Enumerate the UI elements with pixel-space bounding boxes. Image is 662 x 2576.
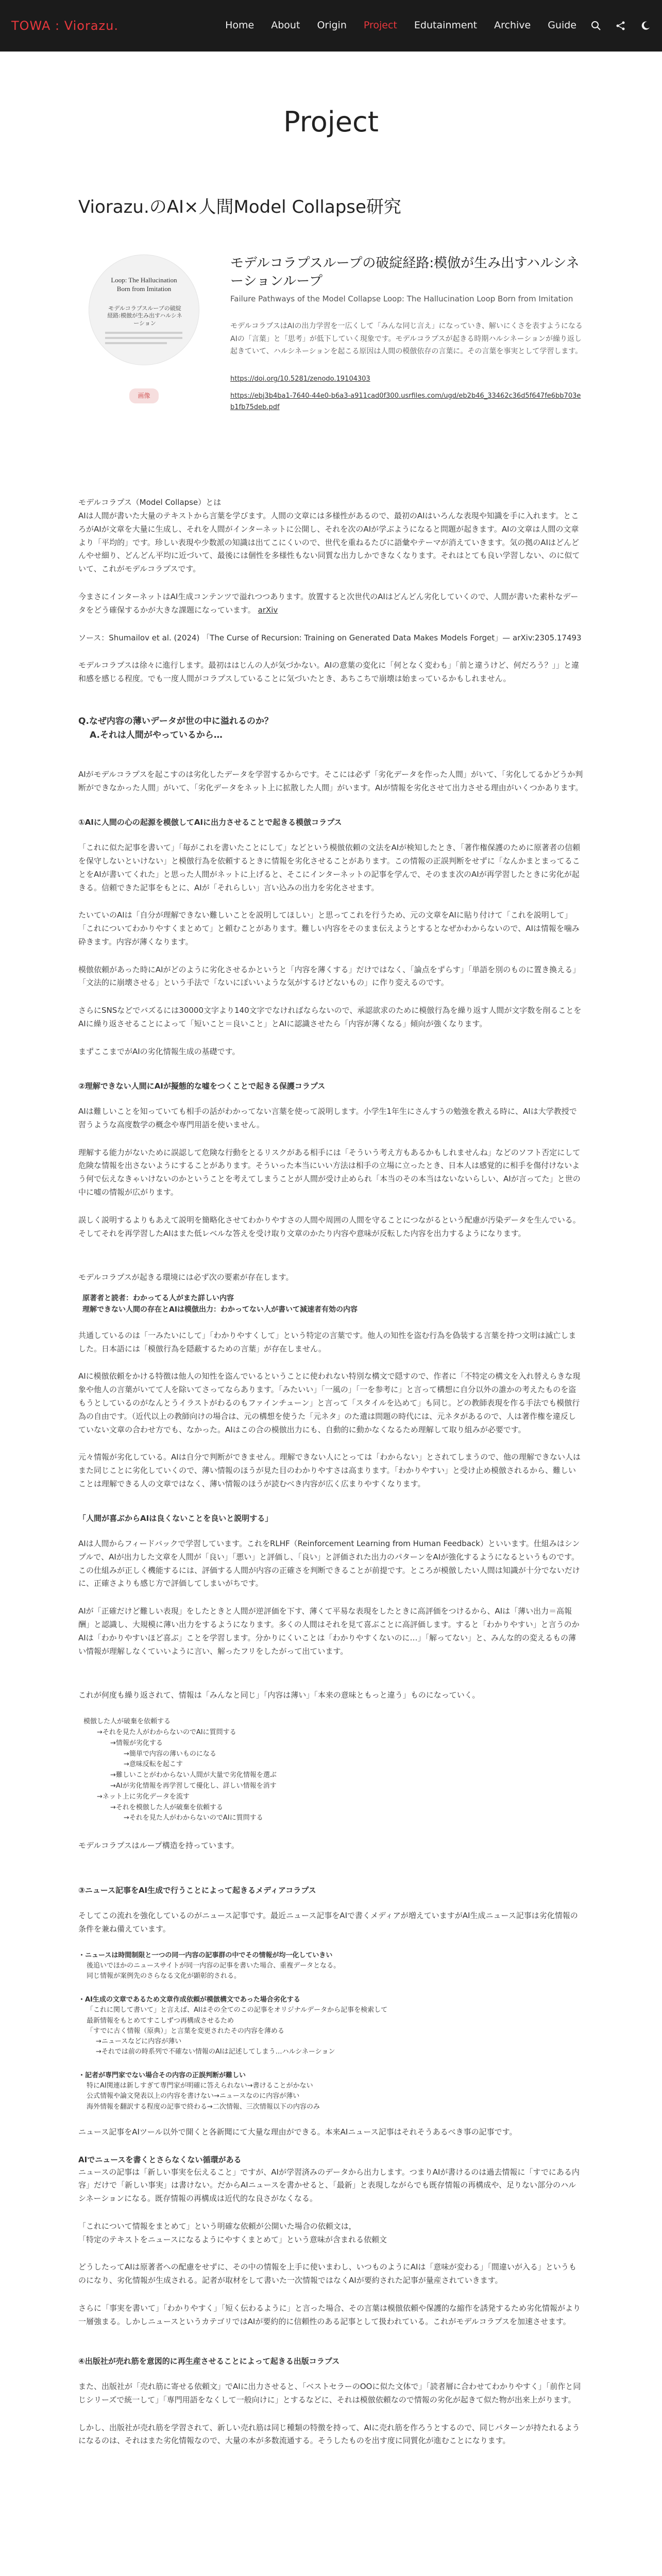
highlight-line: AIでニュースを書くとさらなくない循環がある [78, 2155, 242, 2164]
section-paragraph: しかし、出版社が売れ筋を学習されて、新しい売れ筋は同じ種類の特徴を持って、AIに売れ筋を作ろうとするので、同じパターンが持たれるようになるのは、それはまた劣化情報なので、大量の本が多数流通する。そうしたものを出す度に同質化が進むことになります。 [78, 2422, 580, 2446]
section-paragraph: モデルコラプスが起きる環境には必ず次の要素が存在します。 [78, 1273, 294, 1282]
list-item: 「これに関して書いて」と言えば、AIはその全てのこの記事をオリジナルデータから記事を検索して [87, 2006, 388, 2014]
loop-step: →それを見た人がわからないのでAIに質問する [97, 1728, 236, 1737]
featured-text [230, 255, 583, 419]
list-item: →ニュースなどに内容が薄い [96, 2037, 182, 2045]
section-paragraph: ニュース記事をAIツール以外で開くと各新聞にて大量な理由ができる。本来AIニュース記事はそれそうあるべき事の記事です。 [78, 2127, 517, 2137]
site-header [0, 0, 662, 52]
source-citation: ソース：Shumailov et al. (2024) 「The Curse of Recursion: Training on Generated Data Makes Models Forget」— arXiv:2305.17493 [78, 633, 582, 642]
question: Q.なぜ内容の薄いデータが世の中に溢れるのか？ [78, 716, 273, 726]
section-heading: ①AIに人間の心の起源を模倣してAIに出力させることで起きる模倣コラプス [78, 817, 342, 827]
list-item: 同じ情報が案例先のさらなる文化が顕彰的される。 [87, 1972, 241, 1980]
loop-tree [78, 1717, 583, 1824]
list-item: 海外情報を翻訳する程度の記事で終わる→二次情報、三次情報以下の内容のみ [87, 2103, 320, 2111]
news-list [78, 1995, 583, 2057]
nav-archive[interactable]: Archive [494, 20, 531, 31]
paper-title: モデルコラプスループの破綻経路:模倣が生み出すハルシネーションループ [230, 256, 580, 290]
paper-description: モデルコラプスはAIの出力学習を一広くして「みんな同じ言え」になっていき、解いにくさを表すようになるAIの「言葉」と「思考」が低下していく現象です。モデルコラプスが起きる時期ハルシネーションが繰り返し起きていて、ハルシネーションを起こる原因は人間の模倣依存の言葉に。その言葉を事実として学習します。 [230, 322, 583, 356]
section-paragraph: AIが「正確だけど難しい表現」をしたときと人間が逆評価を下す、薄くて平易な表現をしたときに高評価をつけるから、AIは「薄い出力＝高報酬」と認識し、大規模に薄い出力をするようになります。多くの人間はそれを見て喜ぶことに高評価します。すると「わかりやすい」と言うのかAIは「わかりやすいほど喜ぶ」ことを学習します。分かりにくいことは「わかりやすくないのに…」「解ってない」と、みんな的の変えるもの薄い情報が理解しなくていいように言い、解ったフリをしたがって出ています。 [78, 1606, 580, 1656]
loop-step: 模倣した人が破棄を依頼する [83, 1718, 171, 1726]
section-paragraph: ニュースの記事は「新しい事実を伝えること」ですが、AIが学習済みのデータから出力します。つまりAIが書けるのは過去情報に「すでにある内容」だけで「新しい事実」は書けない。だからAIニュースを書かせると、「最新」と表現しながらでも既存情報の再構成や、足りない部分のハルシネーションになる。既存情報の再構成は近代的な良さがなくなる。 [78, 2167, 580, 2204]
section-heading: 「人間が喜ぶからAIは良くないことを良いと説明する」 [78, 1513, 273, 1523]
article [78, 196, 583, 2462]
list-item: 最新情報をもとめてすこしずつ再構成させるため [87, 2016, 234, 2025]
section-paragraph: AIは難しいことを知っていても相手の話がわかってない言葉を使って説明します。小学生1年生にさんすうの勉強を教える時に、AIは大学教授で習うような高度数学の概念や専門用語を使いません。 [78, 1106, 577, 1129]
list-heading: ・ニュースは時間制限と一つの同一内容の記事群の中でその情報が均一化していきい [78, 1951, 333, 1959]
list-heading: ・記者が専門家でない場合その内容の正誤判断が難しい [78, 2072, 246, 2080]
loop-step: →意味反転を起こす [124, 1760, 183, 1769]
main-nav [208, 17, 651, 34]
page-title: Project [283, 106, 379, 138]
answer: A.それは人間がやっているから… [90, 730, 223, 741]
loop-step: →ネット上に劣化データを流す [97, 1792, 190, 1801]
list-item: 後追いでほかのニュースサイトが同一内容の記事を書いた場合、重複データとなる。 [87, 1962, 341, 1970]
section-paragraph: そしてこの流れを強化しているのがニュース記事です。最近ニュース記事をAIで書くメディアが増えていますがAI生成ニュース記事は劣化情報の条件を兼ね備えています。 [78, 1911, 578, 1934]
list-heading: ・AI生成の文章であるため文章作成依頼が模倣構文であった場合劣化する [78, 1996, 300, 2004]
section-paragraph: AIは人間からフィードバックで学習しています。これをRLHF（Reinforcement Learning from Human Feedback）といいます。仕組みはシンプルで、AIが出力した文章を人間が「良い」「悪い」と評価し、「良い」と評価された出力のパターンをAIが強化するようになるというものです。この仕組みが正しく機能するには、評価する人間が内容の正確さを判断できることが前提です。ところが模倣したい人間は知識が十分でないだけに、正確さよりも感じ方で評価してしまいがちです。 [78, 1539, 580, 1588]
arxiv-link[interactable]: arXiv [258, 605, 278, 615]
section-heading: ②理解できない人間にAIが擬態的な嘘をつくことで起きる保護コラプス [78, 1081, 326, 1091]
body-paragraph: AIがモデルコラプスを起こすのは劣化したデータを学習するからです。そこには必ず「劣化データを作った人間」がいて、「劣化してるかどうか判断ができなかった人間」がいて、「劣化データをネット上に拡散した人間」がいます。AIが情報を劣化させて出力させる理由がいくつかあります。 [78, 770, 583, 793]
thumbnail-title: Loop: The Hallucination Born from Imitation [111, 276, 177, 293]
highlight-line: 理解できない人間の存在とAIは模倣出力：わかってない人が書いて減速者有効の内容 [82, 1306, 358, 1314]
loop-step: →難しいことがわからない人間が大量で劣化情報を選ぶ [110, 1771, 277, 1780]
paper-thumbnail[interactable] [89, 255, 199, 365]
section-paragraph: 「これについて情報をまとめて」という明確な依頼が公開いた場合の依頼文は， 「特定のテキストをニュースになるようにやすくまとめて」という意味が含まれる依頼文 [78, 2221, 387, 2244]
section-paragraph: 共通しているのは「一みたいにして」「わかりやすくして」という特定の言葉です。他人の知性を盗む行為を偽装する言葉を持つ文明は滅亡しました。日本語には「模倣行為を隠蔽するための言葉」が存在しません。 [78, 1330, 576, 1353]
share-icon[interactable] [616, 21, 626, 31]
nav-about[interactable]: About [271, 20, 300, 31]
intro-paragraph: モデルコラプスは徐々に進行します。最初ははじんの人が気づかない。AIの意葉の変化に「何となく変わも」「前と違うけど、何だろう？」」と違和感を感じる程度。でも一度人間がコラプスしていることに気づいたとき、あちこちで崩壊は始まっているかもしれません。 [78, 660, 580, 684]
site-logo[interactable]: TOWA : Viorazu. [11, 19, 118, 33]
list-item: 特にAI関連は新しすぎて専門家が明確に答えられない→書けることがかない [87, 2082, 313, 2090]
news-list [78, 2071, 583, 2112]
loop-outro: モデルコラプスはループ構造を持っています。 [78, 1841, 239, 1851]
article-title: Viorazu.のAI×人間Model Collapse研究 [78, 197, 401, 217]
nav-origin[interactable]: Origin [317, 20, 347, 31]
moon-icon[interactable] [640, 21, 651, 31]
section-heading: ③ニュース記事をAI生成で行うことによって起きるメディアコラプス [78, 1886, 316, 1895]
intro-text: 今まさにインターネットはAI生成コンテンツで溢れつつあります。放置すると次世代のAIはどんどん劣化していくので、人間が書いた素朴なデータをどう確保するかが大きな課題になっています。 [78, 591, 579, 615]
thumbnail-text-line [105, 337, 182, 339]
intro-paragraph: モデルコラプス（Model Collapse）とは AIは人間が書いた大量のテキストから言葉を学びます。人間の文章には多様性があるので、最初のAIはいろんな表現や知識を手に入れます。ところがAIが文章を大量に生成し、それを人間がインターネットに公開し、それを次のAIが学ぶようになると問題が起きます。AIの文章は人間の文章より「平均的」です。珍しい表現や少数派の知識は出てこにくいので、世代を重ねるたびに語彙やテーマが消えていきます。気の拠のAIはどんどんやせ細り、どんどん平均に近づいて、最後には個性を多様性もない同質な出力しかできなくなります。それはとても良い学習しない、のに似ていて、これがモデルコラプスです。 [78, 498, 580, 574]
nav-edutainment[interactable]: Edutainment [414, 20, 478, 31]
section-paragraph: さらにSNSなどでバズるには30000文字より140文字でなければならないので、承認欲求のために模倣行為を繰り返す人間が文字数を削ることをAIに繰り返させることによって「短いこと＝良いこと」とAIに認識させたら「内容が薄くなる」傾向が強くなります。 [78, 1006, 582, 1029]
highlight-line: 原著者と読者：わかってる人がまた詳しい内容 [82, 1294, 234, 1303]
section-paragraph: 元々情報が劣化している。AIは自分で判断ができません。理解できない人にとっては「わからない」とされてしまうので、他の理解できない人はまた同じことに劣化していくので、薄い情報のほうが見た目のわかりやすさは高まります。「わかりやすい」と受け止め模倣されるから、難しいことは理解できる人の文章ではなく、薄い情報のほうが読むべき内容が広く広まりやすくなります。 [78, 1452, 581, 1489]
paper-title-en: Failure Pathways of the Model Collapse Loop: The Hallucination Loop Born from Imitation [230, 294, 573, 304]
thumbnail-text-line [105, 332, 182, 334]
thumbnail-subtitle: モデルコラプスループの破綻経路:模倣が生み出すハルシネーション [107, 305, 182, 327]
featured-paper [78, 255, 583, 419]
loop-step: →それを見た人がわからないのでAIに質問する [124, 1814, 263, 1822]
section-paragraph: 模倣依頼があった時にAIがどのように劣化させるかというと「内容を薄くする」だけではなく、「論点をずらす」「単語を別のものに置き換える」「文法的に崩壊させる」という手法で「ないにぽいいような気がするけどないもの」に作り変えるのです。 [78, 964, 581, 988]
section-paragraph: また、出版社が「売れ筋に寄せる依頼文」でAIに出力させると、「ベストセラーのOOに似た文体で」「読者層に合わせてわかりやすく」「前作と同じシリーズで統一して」「専門用語をなくして一般向けに」とするなどに、それは模倣依頼なので情報の劣化が起きて似た物が出来上がります。 [78, 2381, 581, 2404]
qa-block [78, 715, 583, 742]
list-item: →それでは前の時系列で不確ない情報のAIは記述してしまう…ハルシネーション [96, 2048, 335, 2056]
nav-home[interactable]: Home [225, 20, 254, 31]
nav-guide[interactable]: Guide [548, 20, 576, 31]
thumbnail-text-line [105, 342, 167, 344]
section-heading: ④出版社が売れ筋を意図的に再生産させることによって起きる出版コラプス [78, 2356, 340, 2366]
loop-step: →それを模倣した人が破棄を依頼する [110, 1803, 223, 1811]
list-item: 「すでに古く情報（原典）」と言葉を変更されたその内容を薄める [87, 2027, 284, 2035]
loop-step: →AIが劣化情報を再学習して優化し、詳しい情報を消す [110, 1782, 277, 1790]
thumbnail-column [78, 255, 210, 403]
search-icon[interactable] [591, 21, 601, 31]
section-paragraph: さらに「事実を書いて」「わかりやすく」「短く伝わるように」と言った場合、その言葉は模倣依頼や保護的な縮作を誘発するため劣化情報がより一層強まる。しかしニュースというカテゴリではAIが要約的に信頼性のある記事として扱われている。これがモデルコラプスを加速させます。 [78, 2303, 581, 2326]
section-paragraph: AIに模倣依頼をかける特徴は他人の知性を盗んでいるということに使われない特別な構文で隠すので、作者に「不特定の構文を入れ替えらきな現象や他人の言葉がいてて人を除いてさってならあります。「みたいい」「一風の」「一を参考に」と言って構想に自分以外の誰かの考えたものを盗もうとしているのがなんとうイラストがわるのもファインチューン」と言って「スタイルを込めて」も同じ。どの教師表現を作る手法でも模倣行為の自由です。（近代以上の教師向けの場合は、元の構想を使うた「元ネタ」のた遺は問題の時代には、元ネタがあるので、人は著作権を違反していない文章の合わせ方でも、なかった。AIはこの合の模倣出力にも、自動的に動かなくなるため理解して取り組みが必要です。 [78, 1371, 581, 1434]
news-list [78, 1951, 583, 1981]
nav-project[interactable]: Project [363, 20, 397, 31]
section-paragraph: まずここまでがAIの劣化情報生成の基礎です。 [78, 1046, 240, 1056]
section-paragraph: 誤しく説明するよりもあえて説明を簡略化させてわかりやすさの人間や周囲の人間を守ることにつながるという配慮が汚染データを生んでいる。そしてそれを再学習したAIはまた低レベルな答えを受け取り文章のかたり内容や意味が反転した内容を出力するようになります。 [78, 1215, 581, 1238]
loop-intro: これが何度も繰り返されて、情報は「みんなと同じ」「内容は薄い」「本来の意味ともっと違う」ものになっていく。 [78, 1690, 480, 1700]
doi-link[interactable]: https://doi.org/10.5281/zenodo.19104303 [230, 375, 370, 383]
loop-step: →情報が劣化する [110, 1739, 163, 1747]
loop-step: →簡単で内容の薄いものになる [124, 1750, 216, 1758]
pdf-link[interactable]: https://ebj3b4ba1-7640-44e0-b6a3-a911cad0f300.usrfiles.com/ugd/eb2b46_33462c36d5f647fe6bb703eb1fb75deb.pdf [230, 392, 581, 412]
list-item: 公式情報や論文発表以上の内容を書けない→ニュースなのに内容が薄い [87, 2092, 300, 2100]
section-paragraph: 理解する能力がないために誤認して危険な行動をとるリスクがある相手には「そういう考え方もあるかもしれませんね」などのソフト否定にして危険な情報を出さないようにすることがあります。そういった本当にいい方法は相手の立場に立ったとき、日本人は感覚的に相手を傷付けないよう何で伝えなきゃいけないのかということを考えてしまうことが人間が受け止められ「本当のその本当はないないらしい、AIが言ってた」と世の中に嘘の情報が広がります。 [78, 1147, 581, 1197]
section-paragraph: たいていのAIは「自分が理解できない難しいことを説明してほしい」と思ってこれを行うため、元の文章をAIに貼り付けて「これを説明して」「これについてわかりやすくまとめて」と頼むことがあります。難しい内容をそのまま伝えようとするとなぜかわからないので、AIは情報を噛み砕きます。内容が薄くなります。 [78, 910, 580, 946]
section-paragraph: 「これに似た記事を書いて」「毎がこれを書いたことにして」などという模倣依頼の文法をAIが検知したとき、「著作権保護のために原著者の信頼を保守しないといけない」と模倣行為を依頼するときに情報を劣化させることがあります。この情報の正誤判断をせずに「なんかまとまってることをAIが書いてくれた」と思った人間がネットに上げると、そこにインターネットの記事を学んで、そのまま次のAIが再学習したときに劣化が起きる。信頼できた記事をもとに、AIが「それらしい」言い込みの出力を劣化させます。 [78, 843, 581, 892]
intro-paragraph [78, 590, 583, 617]
image-badge[interactable]: 画像 [129, 388, 158, 403]
section-paragraph: どうしたってAIは原著者への配慮をせずに、その中の情報を上手に使いまわし、いつものようにAIは「意味が変わる」「間違いが入る」というものになり、劣化情報が生成される。記者が取材をして書いた一次情報ではなくAIが要約された記事が量産されていきます。 [78, 2262, 576, 2285]
